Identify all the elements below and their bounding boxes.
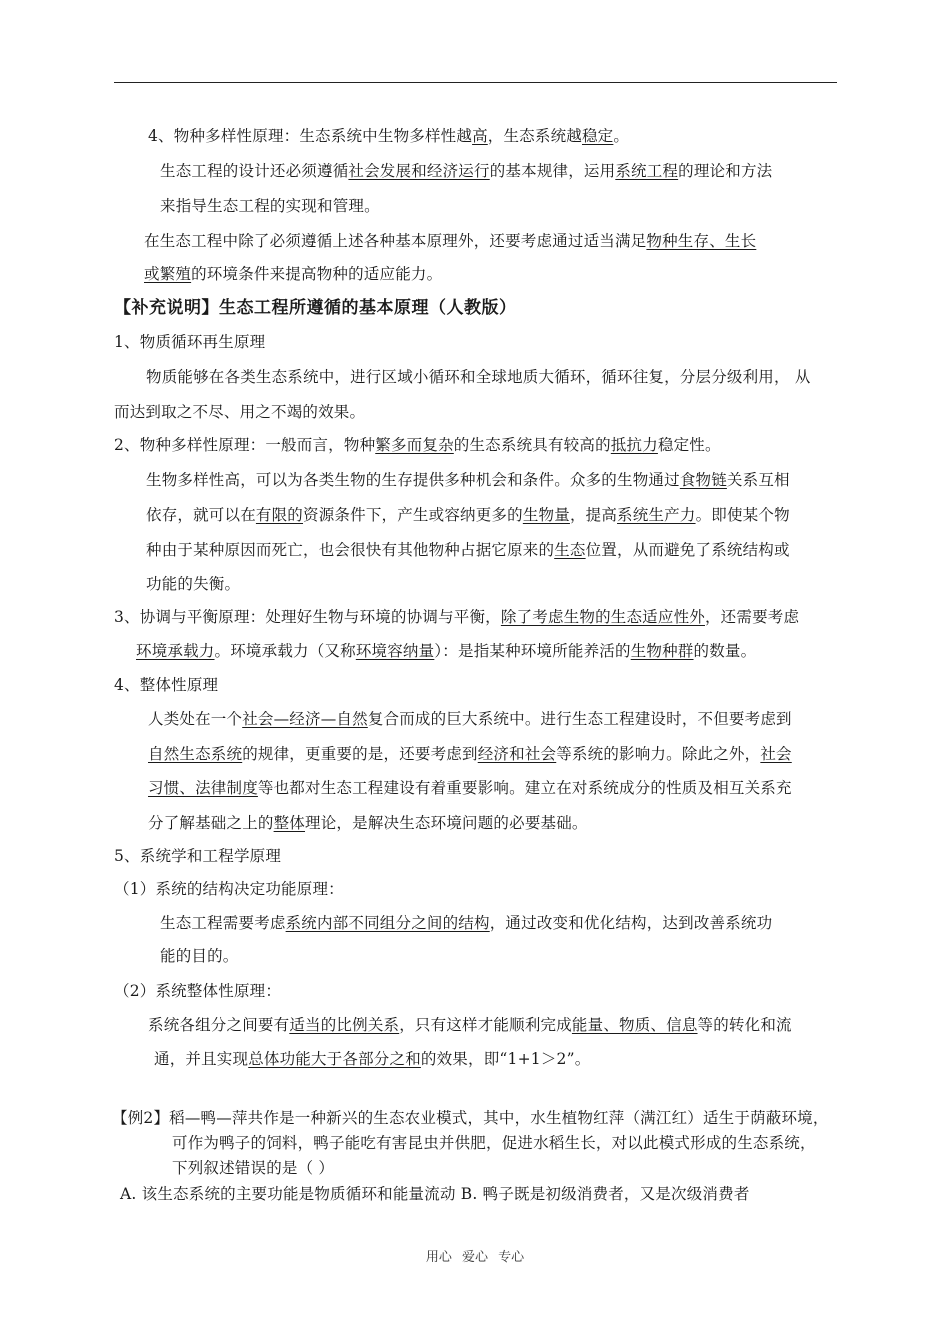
text-segment: 【补充说明】生态工程所遵循的基本原理（人教版） — [114, 298, 517, 318]
text-segment: 1、物质循环再生原理 — [114, 333, 266, 351]
underlined-term: 系统工程 — [615, 162, 679, 180]
example-2-question-cont — [172, 1132, 816, 1154]
text-segment: 等系统的影响力。除此之外， — [556, 745, 761, 763]
text-segment: （2）系统整体性原理： — [114, 982, 282, 1000]
underlined-term: 总体功能大于各部分之和 — [248, 1050, 421, 1068]
underlined-term: 社会 — [760, 745, 792, 763]
underlined-term: 生态 — [554, 541, 586, 559]
text-segment: 5、系统学和工程学原理 — [114, 847, 282, 865]
underlined-term: 能量、物质、信息 — [571, 1016, 698, 1034]
text-segment: 而达到取之不尽、用之不竭的效果。 — [114, 403, 366, 421]
text-segment: 依存，就可以在 — [146, 506, 256, 524]
text-segment: 理论，是解决生态环境问题的必要基础。 — [305, 814, 588, 832]
text-segment: ，通过改变和优化结构，达到改善系统功 — [489, 914, 773, 932]
underlined-term: 除了考虑生物的生态适应性外 — [500, 608, 705, 626]
section-3-body — [136, 640, 756, 662]
section-4-body-3 — [148, 777, 792, 799]
section-2-title — [114, 434, 721, 456]
text-segment: 的数量。 — [693, 642, 757, 660]
text-segment: ，只有这样才能顺利完成 — [399, 1016, 572, 1034]
underlined-term: 社会发展和经济运行 — [348, 162, 490, 180]
text-segment: ，提高 — [569, 506, 618, 524]
underlined-term: 系统生产力 — [617, 506, 696, 524]
text-segment: 4、整体性原理 — [114, 676, 219, 694]
section-2-body-2 — [146, 504, 790, 526]
text-segment: 的基本规律，运用 — [489, 162, 616, 180]
text-segment: ，生态系统越 — [487, 127, 582, 145]
text-segment: 的理论和方法 — [678, 162, 773, 180]
underlined-term: 生物量 — [522, 506, 570, 524]
section-3-title — [114, 606, 799, 628]
text-segment: 。即使某个物 — [695, 506, 790, 524]
section-2-body-1 — [146, 469, 790, 491]
text-segment: 稳定性。 — [657, 436, 721, 454]
underlined-term: 有限的 — [255, 506, 304, 524]
underlined-term: 社会—经济—自然 — [242, 710, 368, 728]
paragraph-social-economic-rules-cont — [160, 195, 380, 217]
underlined-term: 自然生态系统 — [148, 745, 243, 763]
paragraph-adaptation-cont — [144, 263, 442, 285]
underlined-term: 整体 — [273, 814, 306, 832]
principle-4-species-diversity — [148, 125, 629, 147]
paragraph-adaptation — [144, 230, 756, 252]
section-4-title — [114, 674, 218, 696]
text-segment: 系统各组分之间要有 — [148, 1016, 290, 1034]
text-segment: 2、物种多样性原理：一般而言，物种 — [114, 436, 376, 454]
underlined-term: 高 — [472, 127, 488, 145]
subsection-5-1-body-cont — [160, 945, 239, 967]
text-segment: 功能的失衡。 — [146, 575, 241, 593]
text-segment: 下列叙述错误的是（ ） — [172, 1159, 335, 1177]
text-segment: 生态工程的设计还必须遵循 — [160, 162, 349, 180]
underlined-term: 或繁殖 — [144, 265, 192, 283]
text-segment: 。 — [613, 127, 630, 145]
text-segment: ，还需要考虑 — [704, 608, 800, 626]
subsection-5-2-body-cont — [154, 1048, 590, 1070]
text-segment: 的规律，更重要的是，还要考虑到 — [242, 745, 478, 763]
underlined-term: 食物链 — [679, 471, 727, 489]
text-segment: 【例2】稻—鸭—萍共作是一种新兴的生态农业模式，其中，水生植物红萍（满江红）适生于荫蔽环境， — [112, 1109, 829, 1127]
text-segment: 物质能够在各类生态系统中，进行区域小循环和全球地质大循环，循环往复，分层分级利用， 从 — [146, 368, 811, 386]
subsection-5-1-title — [114, 878, 344, 900]
text-segment: 生物多样性高，可以为各类生物的生存提供多种机会和条件。众多的生物通过 — [146, 471, 680, 489]
section-2-body-3 — [146, 539, 790, 561]
text-segment: 可作为鸭子的饲料，鸭子能吃有害昆虫并供肥，促进水稻生长，对以此模式形成的生态系统， — [172, 1134, 816, 1152]
text-segment: 3、协调与平衡原理：处理好生物与环境的协调与平衡， — [114, 608, 501, 626]
text-segment: 等也都对生态工程建设有着重要影响。建立在对系统成分的性质及相互关系充 — [257, 779, 792, 797]
underlined-term: 适当的比例关系 — [289, 1016, 400, 1034]
underlined-term: 生物种群 — [630, 642, 694, 660]
section-4-body-2 — [148, 743, 792, 765]
text-segment: 位置，从而避免了系统结构或 — [585, 541, 790, 559]
text-segment: 等的转化和流 — [697, 1016, 792, 1034]
underlined-term: 抵抗力 — [610, 436, 658, 454]
text-segment: 。环境承载力（又称 — [214, 642, 356, 660]
subsection-5-1-body — [160, 912, 772, 934]
example-2-question-end — [172, 1157, 334, 1179]
example-2-question — [112, 1107, 829, 1129]
underlined-term: 环境容纳量 — [355, 642, 435, 660]
paragraph-social-economic-rules — [160, 160, 772, 182]
text-segment: 分了解基础之上的 — [148, 814, 274, 832]
text-segment: 的效果，即“1+1＞2”。 — [420, 1050, 591, 1068]
underlined-term: 经济和社会 — [477, 745, 557, 763]
section-5-title — [114, 845, 281, 867]
subsection-5-2-body — [148, 1014, 792, 1036]
text-segment: ）：是指某种环境所能养活的 — [434, 642, 631, 660]
text-segment: 4、物种多样性原理：生态系统中生物多样性越 — [148, 127, 473, 145]
text-segment: A. 该生态系统的主要功能是物质循环和能量流动 B. 鸭子既是初级消费者，又是次级消费者 — [120, 1185, 750, 1203]
text-segment: 能的目的。 — [160, 947, 239, 965]
example-2-options-a-b — [120, 1183, 750, 1205]
underlined-term: 环境承载力 — [136, 642, 215, 660]
section-4-body-4 — [148, 812, 588, 834]
text-segment: 人类处在一个 — [148, 710, 243, 728]
text-segment: 在生态工程中除了必须遵循上述各种基本原理外，还要考虑通过适当满足 — [144, 232, 647, 250]
text-segment: 资源条件下，产生或容纳更多的 — [303, 506, 523, 524]
header-rule — [114, 82, 837, 83]
underlined-term: 繁多而复杂 — [375, 436, 454, 454]
text-segment: 通，并且实现 — [154, 1050, 249, 1068]
text-segment: 的生态系统具有较高的 — [453, 436, 611, 454]
text-segment: 复合而成的巨大系统中。进行生态工程建设时，不但要考虑到 — [367, 710, 792, 728]
text-segment: 的环境条件来提高物种的适应能力。 — [191, 265, 443, 283]
text-segment: 生态工程需要考虑 — [160, 914, 286, 932]
underlined-term: 习惯、法律制度 — [148, 779, 258, 797]
text-segment: 关系互相 — [726, 471, 790, 489]
text-segment: 种由于某种原因而死亡，也会很快有其他物种占据它原来的 — [146, 541, 555, 559]
text-segment: 来指导生态工程的实现和管理。 — [160, 197, 380, 215]
section-1-body — [146, 366, 811, 388]
underlined-term: 系统内部不同组分之间的结构 — [285, 914, 490, 932]
section-1-body-cont — [114, 401, 365, 423]
underlined-term: 稳定 — [581, 127, 614, 145]
section-4-body-1 — [148, 708, 792, 730]
supplement-heading — [114, 297, 517, 319]
text-segment: （1）系统的结构决定功能原理： — [114, 880, 344, 898]
section-2-body-4 — [146, 573, 240, 595]
page-footer: 用心 爱心 专心 — [425, 1250, 525, 1265]
subsection-5-2-title — [114, 980, 281, 1002]
underlined-term: 物种生存、生长 — [646, 232, 757, 250]
section-1-title — [114, 331, 265, 353]
